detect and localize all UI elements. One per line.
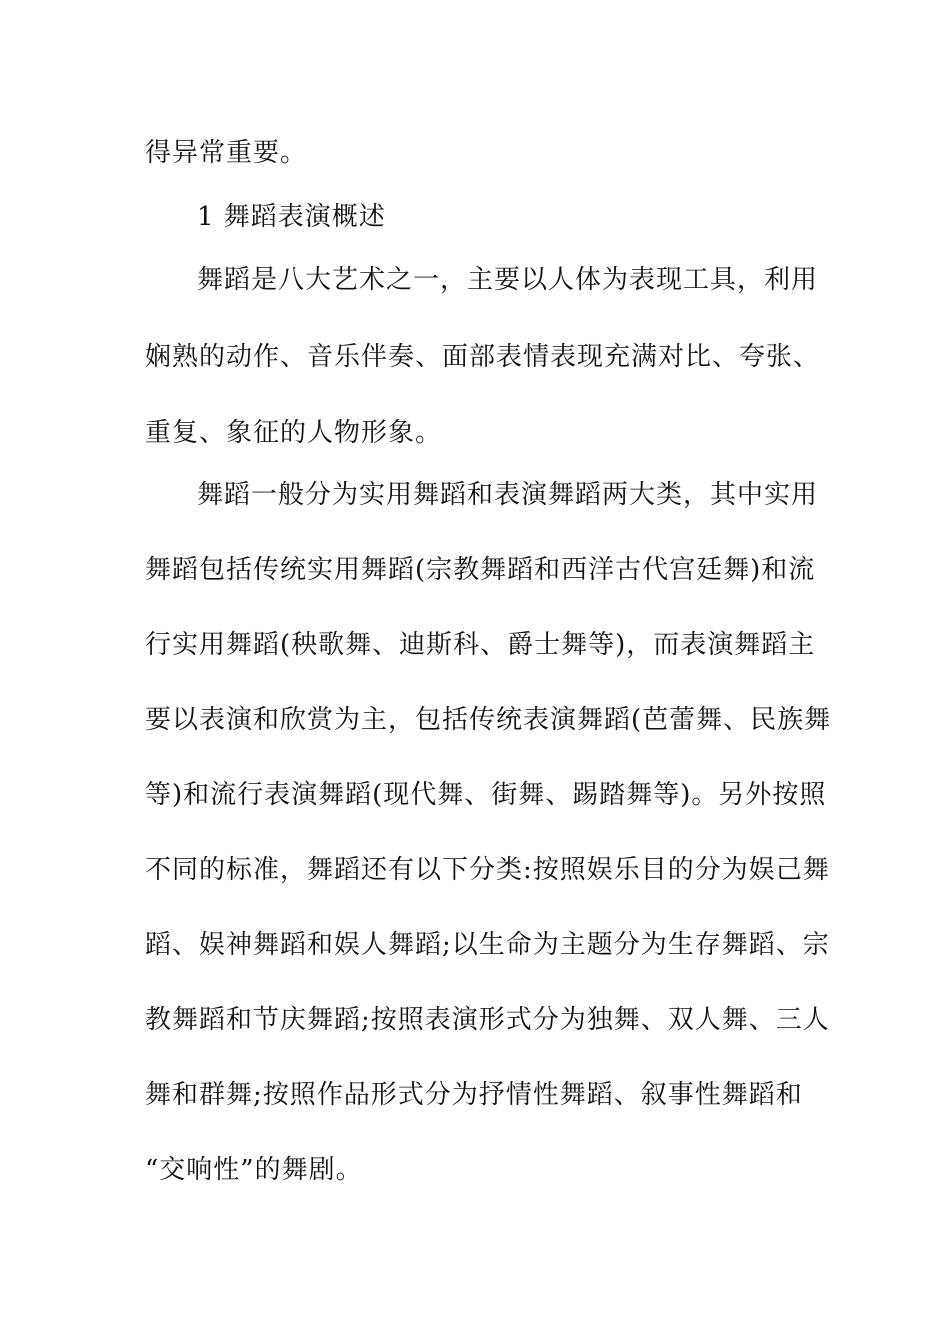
text-line: 舞蹈是八大艺术之一，主要以人体为表现工具，利用: [197, 265, 819, 295]
text-line: 蹈、娱神舞蹈和娱人舞蹈;以生命为主题分为生存舞蹈、宗: [145, 930, 830, 960]
text-line: 行实用舞蹈(秧歌舞、迪斯科、爵士舞等)，而表演舞蹈主: [145, 630, 816, 660]
text-line: 舞和群舞;按照作品形式分为抒情性舞蹈、叙事性舞蹈和: [145, 1080, 803, 1110]
text-line: 娴熟的动作、音乐伴奏、面部表情表现充满对比、夸张、: [145, 342, 821, 372]
text-line: 得异常重要。: [145, 138, 308, 168]
text-line: 舞蹈一般分为实用舞蹈和表演舞蹈两大类，其中实用: [197, 480, 819, 510]
text-line: 舞蹈包括传统实用舞蹈(宗教舞蹈和西洋古代宫廷舞)和流: [145, 555, 816, 585]
text-line: 不同的标准，舞蹈还有以下分类:按照娱乐目的分为娱己舞: [145, 855, 830, 885]
text-line: 重复、象征的人物形象。: [145, 418, 443, 448]
text-line: 要以表演和欣赏为主，包括传统表演舞蹈(芭蕾舞、民族舞: [145, 705, 832, 735]
text-line: “交响性”的舞剧。: [145, 1155, 363, 1185]
text-line: 等)和流行表演舞蹈(现代舞、街舞、踢踏舞等)。另外按照: [145, 780, 827, 810]
text-line: 教舞蹈和节庆舞蹈;按照表演形式分为独舞、双人舞、三人: [145, 1005, 830, 1035]
section-heading: 1 舞蹈表演概述: [197, 202, 386, 232]
